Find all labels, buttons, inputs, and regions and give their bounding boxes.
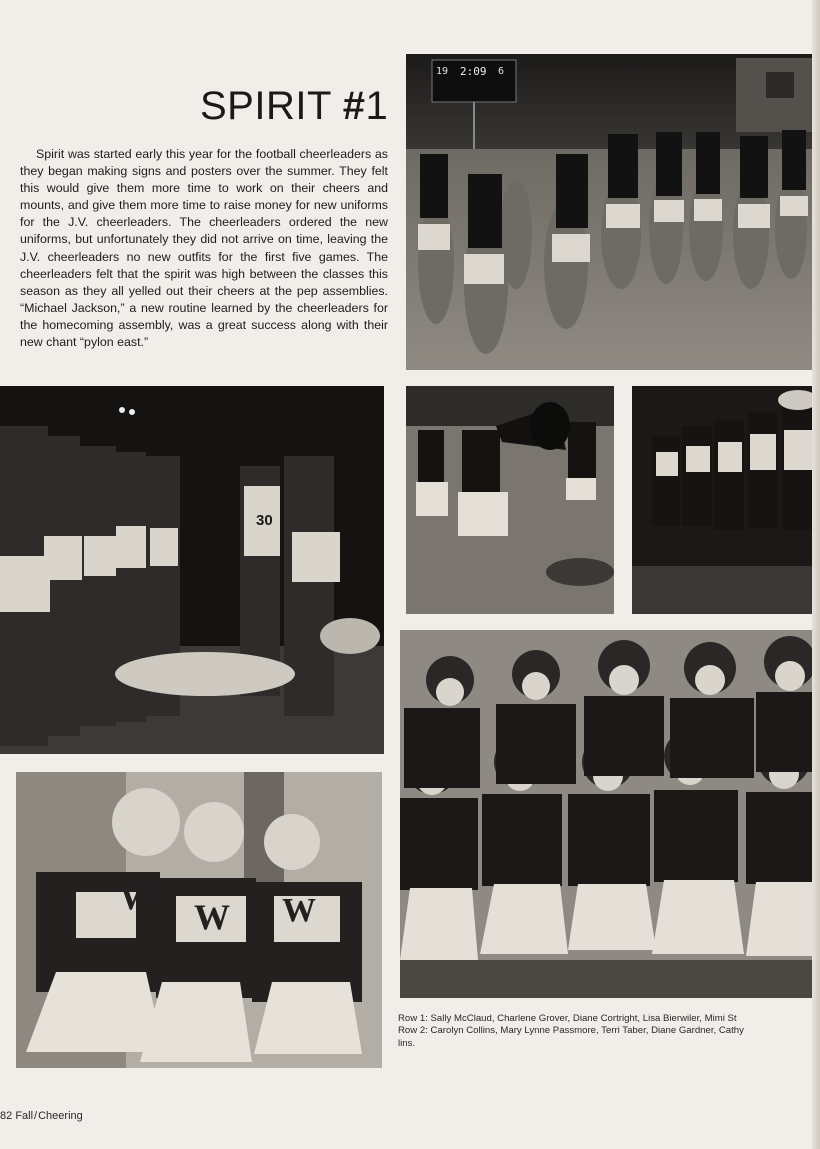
photo-night-lineup xyxy=(0,386,384,754)
scoreboard-visitor: 6 xyxy=(498,66,505,77)
photo-squad-portrait xyxy=(400,630,820,998)
page-title xyxy=(200,84,389,129)
title-hash: # xyxy=(342,84,366,128)
photo-three-cheerleaders xyxy=(16,772,382,1068)
caption-row-1: Row 1: Sally McClaud, Charlene Grover, Diane Cortright, Lisa Bierwiler, Mimi St xyxy=(398,1013,737,1024)
page-folio xyxy=(0,1110,83,1122)
caption-row-2-continued: lins. xyxy=(398,1037,416,1049)
uniform-letter-right: W xyxy=(282,892,316,929)
scoreboard-home: 19 xyxy=(436,66,449,77)
story-text: Spirit was started early this year for the football cheerleaders as they began making signs and posters over the summer. They felt this would give them more time to work on their cheers and mounts, and give them more time to raise money for new uniforms for the J.V. cheerleaders. The cheerleaders ordered the new uniforms, but unfortunately they did not arrive on time, leaving the J.V. cheerleaders no new outfits for the first five games. The cheerleaders felt that the spirit was high between the classes this season as they all yelled out their cheers at the pep assemblies. “Michael Jackson,” a new routine learned by the cheerleaders for the homecoming assembly, was a great success along with their new chant “pylon east.” xyxy=(20,147,388,350)
title-prefix: SPIRIT xyxy=(200,84,343,128)
photo-kick-line xyxy=(632,386,820,614)
page-binding-edge xyxy=(812,0,820,1149)
player-jersey-number: 30 xyxy=(256,512,273,529)
page-number: 82 xyxy=(0,1110,13,1122)
photo-caption xyxy=(398,1013,818,1050)
title-suffix: 1 xyxy=(365,84,389,128)
folio-section: Fall xyxy=(15,1110,34,1122)
uniform-letter-center: W xyxy=(194,897,230,937)
folio-subsection: Cheering xyxy=(38,1110,83,1122)
photo-megaphone xyxy=(406,386,614,614)
photo-field-routine xyxy=(406,54,820,370)
caption-row-2: Row 2: Carolyn Collins, Mary Lynne Passmore, Terri Taber, Diane Gardner, Cathy xyxy=(398,1025,744,1037)
uniform-letter-left: W xyxy=(120,880,154,917)
folio-separator: / xyxy=(34,1110,38,1122)
scoreboard-clock: 2:09 xyxy=(460,65,487,78)
